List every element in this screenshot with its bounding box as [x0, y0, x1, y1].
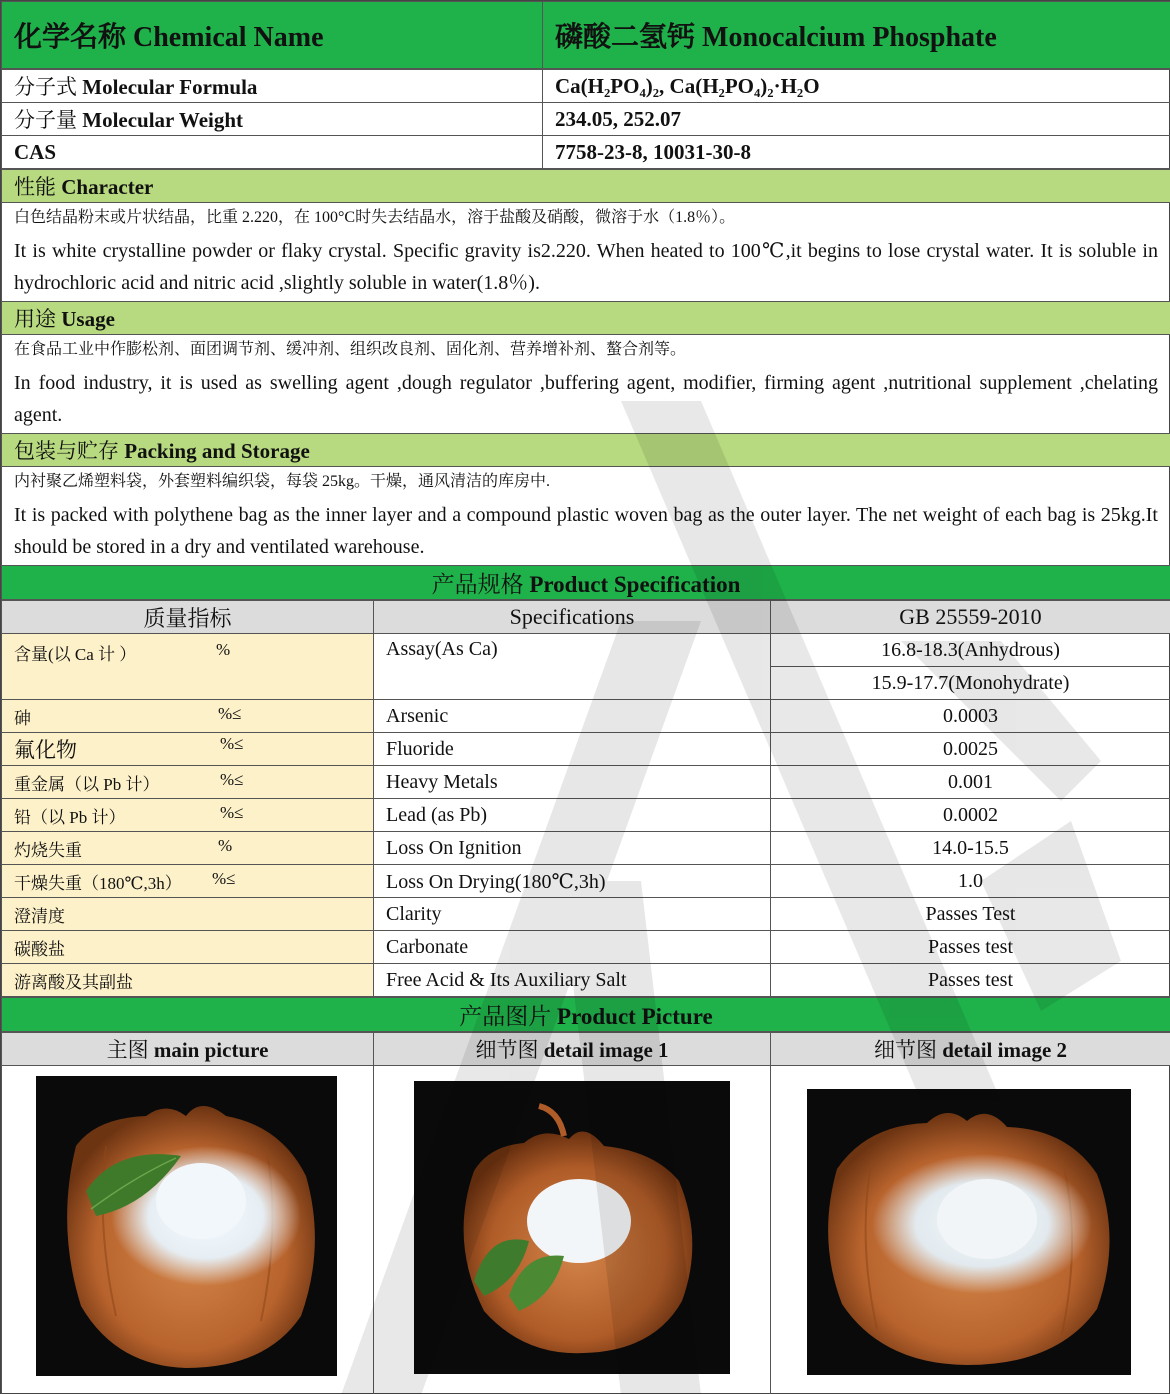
spec-row-unit: %≤ — [212, 868, 236, 888]
spec-row-name: Carbonate — [374, 931, 771, 964]
picture-header-en: detail image 2 — [942, 1038, 1068, 1062]
spec-row-name: Assay(As Ca) — [374, 634, 771, 700]
description-table — [1, 169, 1170, 600]
chemical-name-value — [543, 2, 1170, 69]
spec-row-label — [2, 799, 374, 832]
usage-text-zh: 在食品工业中作膨松剂、面团调节剂、缓冲剂、组织改良剂、固化剂、营养增补剂、螯合剂等。 — [14, 341, 687, 358]
spec-row — [2, 700, 1170, 733]
spec-row-value: 1.0 — [771, 865, 1170, 898]
spec-row-label-zh: 灼烧失重 — [14, 840, 82, 860]
spec-title — [2, 566, 1170, 600]
property-label — [2, 70, 543, 103]
chemical-name-label — [2, 2, 543, 69]
spec-row-label-zh: 碳酸盐 — [14, 939, 65, 959]
usage-title-zh: 用途 — [14, 307, 56, 331]
picture-headers — [2, 1033, 1170, 1066]
spec-row-label-zh: 澄清度 — [14, 906, 65, 926]
spec-row-value: 0.0003 — [771, 700, 1170, 733]
character-text-zh: 白色结晶粉末或片状结晶，比重 2.220，在 100°C时失去结晶水，溶于盐酸及硝酸，微溶于水（1.8％）。 — [14, 209, 736, 226]
spec-row-label — [2, 733, 374, 766]
spec-row — [2, 733, 1170, 766]
detail-picture-2-cell — [771, 1066, 1170, 1394]
pumpkin-plate-image — [807, 1089, 1131, 1375]
picture-header — [2, 1033, 374, 1066]
spec-row-value: 0.001 — [771, 766, 1170, 799]
chemical-name-label-en: Chemical Name — [133, 22, 324, 53]
picture-table — [1, 1032, 1170, 1394]
spec-title-zh: 产品规格 — [431, 572, 524, 597]
detail-picture-1-cell — [374, 1066, 771, 1394]
specification-table — [1, 600, 1170, 997]
picture-header-en: detail image 1 — [543, 1038, 669, 1062]
picture-header-zh: 细节图 — [475, 1038, 539, 1062]
spec-row-label-zh: 氟化物 — [14, 738, 77, 762]
spec-row-label — [2, 700, 374, 733]
spec-row — [2, 898, 1170, 931]
spec-row-label-zh: 含量(以 Ca 计 ） — [14, 645, 137, 664]
spec-row-label — [2, 931, 374, 964]
spec-row-value: Passes test — [771, 931, 1170, 964]
spec-row-value: 16.8-18.3(Anhydrous) — [771, 634, 1170, 667]
character-body — [2, 203, 1170, 302]
spec-row-value: Passes Test — [771, 898, 1170, 931]
spec-row — [2, 865, 1170, 898]
spec-row-name: Clarity — [374, 898, 771, 931]
character-title-en: Character — [61, 175, 154, 199]
pumpkin-plate-image — [414, 1081, 730, 1374]
spec-row-label-zh: 干燥失重（180℃,3h） — [14, 873, 182, 893]
spec-row-name: Lead (as Pb) — [374, 799, 771, 832]
character-text-en: It is white crystalline powder or flaky crystal. Specific gravity is2.220. When heated to 100℃,it begins to lose crystal water. It is soluble in hydrochloric acid and nitric acid ,slightly soluble in water(1.8％). — [14, 240, 1158, 294]
spec-row — [2, 634, 1170, 667]
packing-title — [2, 434, 1170, 467]
spec-row-unit: %≤ — [220, 734, 244, 753]
spec-col-standard: GB 25559-2010 — [771, 601, 1170, 634]
spec-title-en: Product Specification — [529, 572, 741, 597]
spec-row-label-zh: 游离酸及其副盐 — [14, 972, 133, 992]
spec-row — [2, 766, 1170, 799]
chemical-name-value-zh: 磷酸二氢钙 — [555, 22, 696, 53]
spec-row-label — [2, 832, 374, 865]
spec-row-label — [2, 865, 374, 898]
spec-row-unit: %≤ — [220, 769, 244, 789]
packing-text-zh: 内衬聚乙烯塑料袋，外套塑料编织袋，每袋 25kg。干燥，通风清洁的库房中. — [14, 473, 551, 490]
spec-row-label — [2, 766, 374, 799]
pumpkin-plate-image — [36, 1076, 337, 1376]
picture-header-zh: 细节图 — [873, 1038, 937, 1062]
spec-row-name: Free Acid & Its Auxiliary Salt — [374, 964, 771, 997]
property-label — [2, 136, 543, 169]
spec-row-unit: % — [216, 640, 231, 659]
usage-text-en: In food industry, it is used as swelling agent ,dough regulator ,buffering agent, modifier, firming agent ,nutritional supplement ,chelating agent. — [14, 372, 1158, 426]
spec-column-headers — [2, 601, 1170, 634]
character-title — [2, 170, 1170, 203]
spec-row-label-zh: 铅（以 Pb 计） — [14, 807, 126, 827]
picture-title-zh: 产品图片 — [459, 1004, 552, 1029]
spec-row-unit: %≤ — [218, 703, 242, 723]
spec-row-name: Heavy Metals — [374, 766, 771, 799]
spec-row-name: Loss On Drying(180℃,3h) — [374, 865, 771, 898]
property-value: Ca(H₂PO₄)₂, Ca(H₂PO₄)₂·H₂O — [543, 70, 1170, 103]
property-label-en: Molecular Formula — [82, 75, 258, 99]
picture-band-table — [1, 997, 1170, 1032]
property-label-zh: 分子量 — [14, 108, 77, 132]
property-label-en: Molecular Weight — [82, 108, 244, 132]
chemical-name-label-zh: 化学名称 — [14, 22, 127, 53]
spec-row-label — [2, 964, 374, 997]
property-label-en: CAS — [14, 139, 57, 164]
picture-header — [374, 1033, 771, 1066]
property-value: 234.05, 252.07 — [543, 103, 1170, 136]
spec-col-quality-index: 质量指标 — [2, 601, 374, 634]
property-label — [2, 103, 543, 136]
spec-row — [2, 931, 1170, 964]
main-picture — [36, 1076, 337, 1376]
usage-body — [2, 335, 1170, 434]
spec-row-label-zh: 重金属（以 Pb 计） — [14, 774, 160, 794]
picture-header-zh: 主图 — [106, 1038, 149, 1062]
usage-title-en: Usage — [61, 307, 115, 331]
spec-row-label — [2, 898, 374, 931]
spec-col-specifications: Specifications — [374, 601, 771, 634]
spec-row-value: 0.0025 — [771, 733, 1170, 766]
packing-text-en: It is packed with polythene bag as the inner layer and a compound plastic woven bag as the outer layer. The net weight of each bag is 25kg.It should be stored in a dry and ventilated warehouse. — [14, 504, 1158, 558]
header-table — [1, 1, 1170, 69]
packing-title-en: Packing and Storage — [124, 439, 310, 463]
detail-picture-1 — [414, 1081, 730, 1374]
spec-row-unit: %≤ — [220, 802, 244, 822]
picture-title-en: Product Picture — [557, 1004, 713, 1029]
picture-title — [2, 998, 1170, 1032]
usage-title — [2, 302, 1170, 335]
spec-row-unit: % — [218, 835, 233, 855]
spec-row-name: Loss On Ignition — [374, 832, 771, 865]
property-row — [2, 70, 1170, 103]
spec-row-name: Fluoride — [374, 733, 771, 766]
spec-row — [2, 832, 1170, 865]
detail-picture-2 — [807, 1089, 1131, 1375]
property-row — [2, 103, 1170, 136]
main-picture-cell — [2, 1066, 374, 1394]
spec-row — [2, 799, 1170, 832]
packing-body — [2, 467, 1170, 566]
spec-row-value: Passes test — [771, 964, 1170, 997]
spec-row-label-zh: 砷 — [14, 708, 31, 728]
property-row — [2, 136, 1170, 169]
spec-row-name: Arsenic — [374, 700, 771, 733]
spec-row-value: 14.0-15.5 — [771, 832, 1170, 865]
character-title-zh: 性能 — [14, 175, 56, 199]
spec-row — [2, 964, 1170, 997]
property-label-zh: 分子式 — [14, 75, 77, 99]
spec-row-value: 0.0002 — [771, 799, 1170, 832]
chemical-name-value-en: Monocalcium Phosphate — [702, 22, 997, 53]
spec-row-value: 15.9-17.7(Monohydrate) — [771, 667, 1170, 700]
spec-row-label — [2, 634, 374, 700]
property-value: 7758-23-8, 10031-30-8 — [543, 136, 1170, 169]
picture-header — [771, 1033, 1170, 1066]
packing-title-zh: 包装与贮存 — [14, 439, 119, 463]
picture-header-en: main picture — [153, 1038, 269, 1062]
properties-table — [1, 69, 1170, 169]
